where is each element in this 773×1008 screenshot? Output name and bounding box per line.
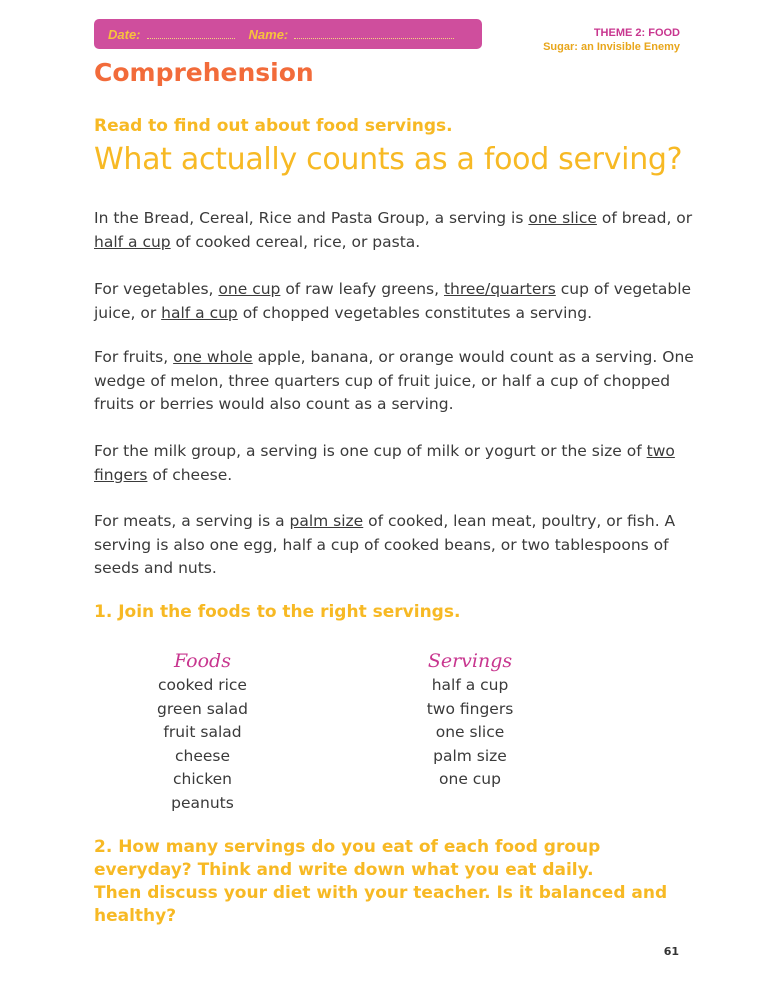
- paragraph-bread: [94, 207, 694, 254]
- food-item[interactable]: green salad: [157, 699, 248, 718]
- foods-column: [130, 648, 275, 815]
- underlined-phrase: one slice: [528, 209, 597, 227]
- serving-item[interactable]: one cup: [439, 770, 501, 788]
- theme-label: THEME 2: FOOD: [593, 27, 680, 39]
- section-title: Comprehension: [94, 58, 314, 87]
- text-span: of cooked cereal, rice, or pasta.: [170, 232, 421, 251]
- text-span: For meats, a serving is a: [94, 512, 290, 530]
- text-span: of bread, or: [596, 209, 693, 227]
- text-span: For vegetables,: [94, 280, 219, 298]
- exercise2-line2: Then discuss your diet with your teacher. Is it balanced and healthy?: [94, 883, 668, 926]
- exercise2-line1: 2. How many servings do you eat of each food group everyday? Think and write down what you eat daily.: [94, 837, 601, 880]
- serving-item[interactable]: one slice: [435, 723, 505, 741]
- text-span: For the milk group, a serving is one cup of milk or yogurt or the size of: [94, 442, 647, 460]
- date-field[interactable]: [147, 37, 235, 39]
- food-item[interactable]: peanuts: [171, 793, 234, 812]
- text-span: of cooked, lean meat, poultry, or fish. A serving is also one egg, half a cup of cooked beans, or two tablespoons of seeds and nuts.: [94, 512, 676, 577]
- underlined-phrase: half a cup: [94, 232, 171, 251]
- paragraph-milk: [94, 440, 694, 487]
- underlined-phrase: palm size: [289, 512, 364, 530]
- date-label: Date:: [108, 26, 141, 42]
- food-item[interactable]: cheese: [174, 746, 231, 765]
- servings-column: [395, 648, 545, 792]
- servings-heading: Servings: [427, 650, 513, 672]
- exercise2-question: [94, 836, 694, 928]
- read-instruction: Read to find out about food servings.: [94, 116, 453, 136]
- name-label: Name:: [248, 26, 289, 42]
- text-span: of cheese.: [147, 465, 233, 484]
- foods-heading: Foods: [174, 650, 231, 672]
- underlined-phrase: half a cup: [161, 303, 238, 322]
- food-item[interactable]: chicken: [173, 770, 232, 788]
- paragraph-vegetables: [94, 278, 694, 325]
- underlined-phrase: three/quarters: [443, 280, 556, 298]
- paragraph-fruits: [94, 346, 694, 417]
- underlined-phrase: two fingers: [94, 442, 675, 484]
- text-span: of raw leafy greens,: [280, 280, 444, 298]
- text-span: In the Bread, Cereal, Rice and Pasta Group, a serving is: [94, 209, 529, 227]
- food-item[interactable]: fruit salad: [163, 723, 242, 741]
- exercise1-title: 1. Join the foods to the right servings.: [94, 602, 461, 622]
- serving-item[interactable]: two fingers: [426, 699, 514, 718]
- food-item[interactable]: cooked rice: [158, 676, 247, 694]
- underlined-phrase: one whole: [173, 348, 253, 366]
- name-field[interactable]: [294, 37, 454, 39]
- serving-item[interactable]: half a cup: [431, 676, 509, 694]
- page-number: 61: [663, 945, 679, 958]
- theme-subtitle: Sugar: an Invisible Enemy: [543, 41, 680, 53]
- serving-item[interactable]: palm size: [433, 746, 507, 765]
- text-span: of chopped vegetables constitutes a serving.: [237, 303, 592, 322]
- text-span: cup of vegetable juice, or: [94, 280, 692, 322]
- page-title: What actually counts as a food serving?: [94, 142, 683, 177]
- text-span: apple, banana, or orange would count as a serving. One wedge of melon, three quarters cup of fruit juice, or half a cup of chopped fruits or berries would also count as a serving.: [94, 348, 694, 413]
- text-span: For fruits,: [94, 348, 174, 366]
- paragraph-meats: [94, 510, 694, 581]
- underlined-phrase: one cup: [218, 280, 281, 298]
- name-date-bar: [94, 19, 482, 49]
- theme-heading: [543, 26, 680, 54]
